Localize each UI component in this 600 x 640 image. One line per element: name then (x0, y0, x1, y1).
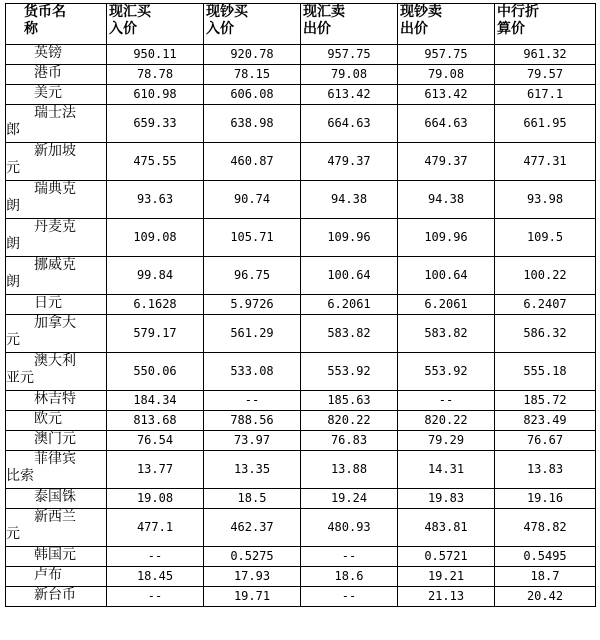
table-row (6, 219, 596, 257)
table-row (6, 567, 596, 587)
cash-buy-cell: -- (204, 391, 301, 411)
spot-sell-cell: 94.38 (301, 181, 398, 219)
currency-name: 港币 (34, 65, 62, 81)
spot-sell-cell: 79.08 (301, 65, 398, 85)
boc-rate-cell: 93.98 (495, 181, 596, 219)
cash-sell-cell: 100.64 (398, 257, 495, 295)
table-row (6, 257, 596, 295)
header-text: 现钞卖 出价 (400, 4, 442, 37)
currency-name-cell (6, 295, 107, 315)
cash-buy-cell: 5.9726 (204, 295, 301, 315)
boc-rate-cell: 6.2407 (495, 295, 596, 315)
currency-name: 挪威克 朗 (6, 257, 76, 290)
cash-buy-cell: 460.87 (204, 143, 301, 181)
spot-sell-cell: 553.92 (301, 353, 398, 391)
currency-name-cell (6, 65, 107, 85)
cash-buy-cell: 96.75 (204, 257, 301, 295)
currency-name-cell (6, 105, 107, 143)
cash-buy-cell: 18.5 (204, 489, 301, 509)
cash-sell-cell: 14.31 (398, 451, 495, 489)
cash-buy-cell: 73.97 (204, 431, 301, 451)
table-row (6, 315, 596, 353)
spot-buy-cell: 610.98 (107, 85, 204, 105)
cash-sell-cell: 79.29 (398, 431, 495, 451)
spot-buy-cell: 477.1 (107, 509, 204, 547)
currency-name-cell (6, 431, 107, 451)
spot-buy-cell: 813.68 (107, 411, 204, 431)
spot-buy-cell: 18.45 (107, 567, 204, 587)
boc-rate-cell: 13.83 (495, 451, 596, 489)
cash-buy-cell: 105.71 (204, 219, 301, 257)
spot-sell-cell: 185.63 (301, 391, 398, 411)
currency-name: 林吉特 (34, 391, 76, 407)
currency-name: 澳大利 亚元 (6, 353, 76, 386)
currency-name-cell (6, 45, 107, 65)
currency-name-cell (6, 489, 107, 509)
header-text: 现钞买 入价 (206, 4, 248, 37)
currency-name-cell (6, 509, 107, 547)
spot-sell-cell: 76.83 (301, 431, 398, 451)
boc-rate-cell: 100.22 (495, 257, 596, 295)
spot-buy-cell: -- (107, 587, 204, 607)
boc-rate-cell: 0.5495 (495, 547, 596, 567)
spot-buy-cell: -- (107, 547, 204, 567)
table-row (6, 45, 596, 65)
cash-sell-cell: 820.22 (398, 411, 495, 431)
cash-buy-cell: 13.35 (204, 451, 301, 489)
cash-buy-cell: 920.78 (204, 45, 301, 65)
cash-buy-cell: 561.29 (204, 315, 301, 353)
currency-name: 新加坡 元 (6, 143, 76, 176)
boc-rate-cell: 961.32 (495, 45, 596, 65)
spot-sell-cell: 19.24 (301, 489, 398, 509)
header-text: 现汇买 入价 (109, 4, 151, 37)
spot-sell-cell: 100.64 (301, 257, 398, 295)
header-text: 货币名 称 (24, 4, 66, 37)
spot-sell-cell: -- (301, 587, 398, 607)
currency-name: 欧元 (34, 411, 62, 427)
boc-rate-cell: 617.1 (495, 85, 596, 105)
boc-rate-cell: 76.67 (495, 431, 596, 451)
currency-name: 韩国元 (34, 547, 76, 563)
table-row (6, 143, 596, 181)
currency-name: 泰国铢 (34, 489, 76, 505)
table-body (6, 45, 596, 607)
cash-sell-cell: 94.38 (398, 181, 495, 219)
table-row (6, 547, 596, 567)
header-spot-sell (301, 4, 398, 45)
table-header-row (6, 4, 596, 45)
spot-buy-cell: 475.55 (107, 143, 204, 181)
spot-buy-cell: 76.54 (107, 431, 204, 451)
table-row (6, 391, 596, 411)
cash-sell-cell: 0.5721 (398, 547, 495, 567)
spot-buy-cell: 109.08 (107, 219, 204, 257)
currency-name-cell (6, 391, 107, 411)
currency-name: 瑞典克 朗 (6, 181, 76, 214)
table-row (6, 65, 596, 85)
spot-buy-cell: 659.33 (107, 105, 204, 143)
currency-name: 丹麦克 朗 (6, 219, 76, 252)
currency-name-cell (6, 315, 107, 353)
header-spot-buy (107, 4, 204, 45)
table-row (6, 85, 596, 105)
currency-name-cell (6, 567, 107, 587)
cash-sell-cell: 6.2061 (398, 295, 495, 315)
table-row (6, 353, 596, 391)
spot-sell-cell: -- (301, 547, 398, 567)
cash-sell-cell: 483.81 (398, 509, 495, 547)
spot-buy-cell: 184.34 (107, 391, 204, 411)
spot-sell-cell: 13.88 (301, 451, 398, 489)
currency-name-cell (6, 411, 107, 431)
exchange-rate-table-container (5, 3, 596, 607)
spot-buy-cell: 78.78 (107, 65, 204, 85)
spot-sell-cell: 109.96 (301, 219, 398, 257)
boc-rate-cell: 478.82 (495, 509, 596, 547)
spot-buy-cell: 99.84 (107, 257, 204, 295)
table-row (6, 509, 596, 547)
cash-buy-cell: 606.08 (204, 85, 301, 105)
cash-sell-cell: 79.08 (398, 65, 495, 85)
currency-name-cell (6, 181, 107, 219)
header-text: 现汇卖 出价 (303, 4, 345, 37)
spot-buy-cell: 93.63 (107, 181, 204, 219)
spot-buy-cell: 550.06 (107, 353, 204, 391)
currency-name-cell (6, 257, 107, 295)
spot-sell-cell: 479.37 (301, 143, 398, 181)
cash-buy-cell: 462.37 (204, 509, 301, 547)
spot-sell-cell: 480.93 (301, 509, 398, 547)
currency-name: 卢布 (34, 567, 62, 583)
cash-sell-cell: 21.13 (398, 587, 495, 607)
currency-name: 澳门元 (34, 431, 76, 447)
header-currency-name (6, 4, 107, 45)
currency-name-cell (6, 451, 107, 489)
cash-sell-cell: 613.42 (398, 85, 495, 105)
table-row (6, 181, 596, 219)
spot-buy-cell: 19.08 (107, 489, 204, 509)
cash-sell-cell: 583.82 (398, 315, 495, 353)
currency-name: 瑞士法 郎 (6, 105, 76, 138)
currency-name: 英镑 (34, 45, 62, 61)
cash-sell-cell: 109.96 (398, 219, 495, 257)
currency-name: 日元 (34, 295, 62, 311)
cash-buy-cell: 788.56 (204, 411, 301, 431)
spot-buy-cell: 6.1628 (107, 295, 204, 315)
currency-name-cell (6, 85, 107, 105)
table-row (6, 431, 596, 451)
boc-rate-cell: 79.57 (495, 65, 596, 85)
table-row (6, 295, 596, 315)
currency-name-cell (6, 143, 107, 181)
boc-rate-cell: 555.18 (495, 353, 596, 391)
cash-sell-cell: 664.63 (398, 105, 495, 143)
boc-rate-cell: 109.5 (495, 219, 596, 257)
header-cash-sell (398, 4, 495, 45)
table-row (6, 489, 596, 509)
cash-sell-cell: 479.37 (398, 143, 495, 181)
cash-buy-cell: 533.08 (204, 353, 301, 391)
cash-buy-cell: 0.5275 (204, 547, 301, 567)
header-boc-rate (495, 4, 596, 45)
boc-rate-cell: 477.31 (495, 143, 596, 181)
cash-buy-cell: 638.98 (204, 105, 301, 143)
boc-rate-cell: 823.49 (495, 411, 596, 431)
currency-name-cell (6, 587, 107, 607)
currency-name: 美元 (34, 85, 62, 101)
cash-buy-cell: 78.15 (204, 65, 301, 85)
table-row (6, 587, 596, 607)
exchange-rate-table (5, 3, 596, 607)
boc-rate-cell: 185.72 (495, 391, 596, 411)
spot-buy-cell: 579.17 (107, 315, 204, 353)
currency-name: 新西兰 元 (6, 509, 76, 542)
spot-sell-cell: 957.75 (301, 45, 398, 65)
spot-sell-cell: 18.6 (301, 567, 398, 587)
cash-sell-cell: 957.75 (398, 45, 495, 65)
currency-name: 新台币 (34, 587, 76, 603)
cash-buy-cell: 90.74 (204, 181, 301, 219)
currency-name-cell (6, 353, 107, 391)
header-text: 中行折 算价 (497, 4, 539, 37)
boc-rate-cell: 18.7 (495, 567, 596, 587)
cash-sell-cell: 553.92 (398, 353, 495, 391)
spot-sell-cell: 820.22 (301, 411, 398, 431)
table-row (6, 451, 596, 489)
cash-sell-cell: 19.21 (398, 567, 495, 587)
spot-sell-cell: 583.82 (301, 315, 398, 353)
boc-rate-cell: 586.32 (495, 315, 596, 353)
cash-buy-cell: 17.93 (204, 567, 301, 587)
currency-name: 加拿大 元 (6, 315, 76, 348)
currency-name-cell (6, 219, 107, 257)
cash-buy-cell: 19.71 (204, 587, 301, 607)
boc-rate-cell: 19.16 (495, 489, 596, 509)
spot-sell-cell: 6.2061 (301, 295, 398, 315)
header-cash-buy (204, 4, 301, 45)
spot-buy-cell: 950.11 (107, 45, 204, 65)
cash-sell-cell: -- (398, 391, 495, 411)
boc-rate-cell: 661.95 (495, 105, 596, 143)
currency-name-cell (6, 547, 107, 567)
boc-rate-cell: 20.42 (495, 587, 596, 607)
cash-sell-cell: 19.83 (398, 489, 495, 509)
currency-name: 菲律宾 比索 (6, 451, 76, 484)
spot-sell-cell: 664.63 (301, 105, 398, 143)
table-row (6, 105, 596, 143)
table-row (6, 411, 596, 431)
spot-sell-cell: 613.42 (301, 85, 398, 105)
spot-buy-cell: 13.77 (107, 451, 204, 489)
